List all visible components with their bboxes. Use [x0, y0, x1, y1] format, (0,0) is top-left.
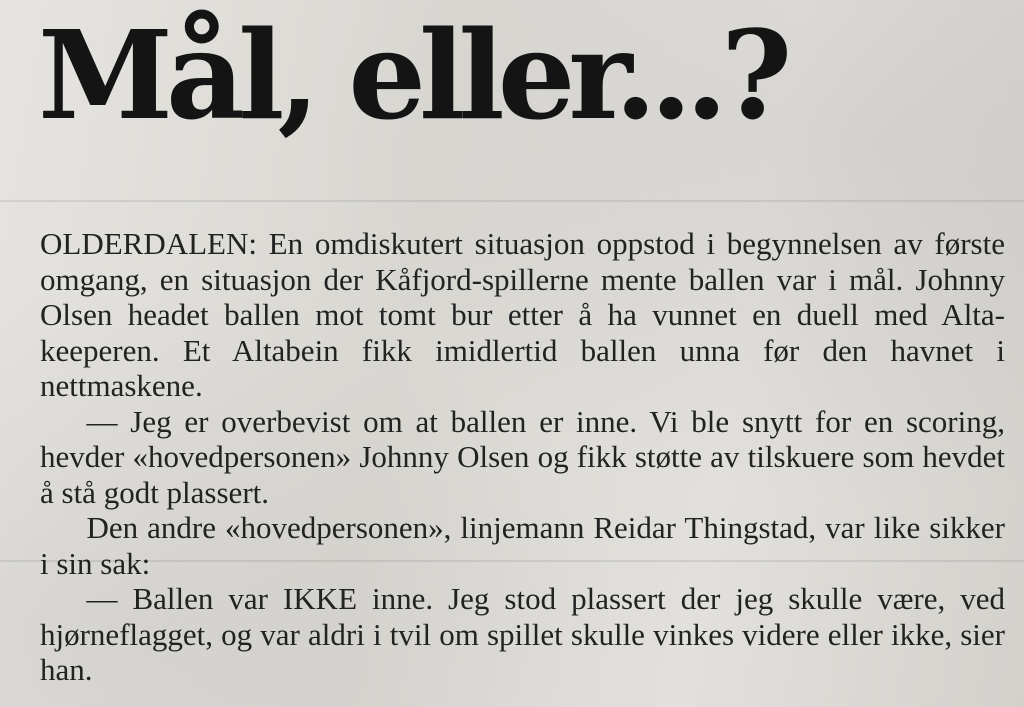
headline: Mål, eller...? [38, 3, 786, 147]
article-paragraph: Den andre «hovedpersonen», linjemann Reidar Thingstad, var like sikker i sin sak: [40, 510, 1005, 581]
article-body [40, 226, 1005, 688]
article-paragraph: OLDERDALEN: En omdiskutert situasjon oppstod i begynnelsen av første omgang, en situasjon der Kåfjord-spillerne mente ballen var i mål. Johnny Olsen headet ballen mot tomt bur etter å ha vunnet en duell med Alta-keeperen. Et Altabein fikk imidlertid ballen unna før den havnet i nettmaskene. [40, 226, 1005, 403]
article-paragraph: — Jeg er overbevist om at ballen er inne. Vi ble snytt for en scoring, hevder «hovedpersonen» Johnny Olsen og fikk støtte av tilskuere som hevdet å stå godt plassert. [40, 403, 1005, 510]
article-paragraph: — Ballen var IKKE inne. Jeg stod plassert der jeg skulle være, ved hjørneflagget, og var aldri i tvil om spillet skulle vinkes videre eller ikke, sier han. [40, 581, 1005, 687]
paper-crease [0, 200, 1024, 202]
